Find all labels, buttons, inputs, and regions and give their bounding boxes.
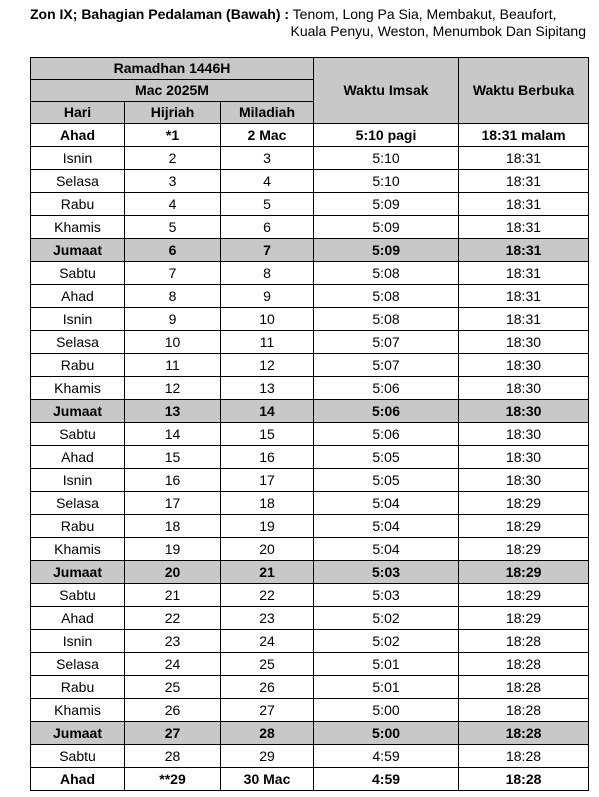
table-row	[31, 308, 589, 331]
cell-berbuka: 18:31 malam	[459, 124, 589, 147]
cell-imsak: 5:04	[314, 492, 459, 515]
cell-imsak: 5:10 pagi	[314, 124, 459, 147]
cell-hijriah: 3	[125, 170, 221, 193]
cell-berbuka: 18:30	[459, 446, 589, 469]
cell-hari: Khamis	[31, 538, 125, 561]
cell-imsak: 5:06	[314, 423, 459, 446]
ramadhan-schedule-table	[30, 57, 589, 791]
cell-hijriah: 27	[125, 722, 221, 745]
cell-hari: Sabtu	[31, 745, 125, 768]
table-row	[31, 170, 589, 193]
zone-header-line1	[30, 6, 590, 23]
cell-miladiah: 16	[221, 446, 314, 469]
cell-imsak: 5:06	[314, 377, 459, 400]
cell-miladiah: 3	[221, 147, 314, 170]
cell-hari: Isnin	[31, 630, 125, 653]
cell-hijriah: 28	[125, 745, 221, 768]
cell-berbuka: 18:31	[459, 239, 589, 262]
cell-hari: Rabu	[31, 193, 125, 216]
cell-berbuka: 18:30	[459, 377, 589, 400]
cell-hari: Jumaat	[31, 561, 125, 584]
table-row	[31, 515, 589, 538]
cell-imsak: 5:04	[314, 538, 459, 561]
cell-berbuka: 18:31	[459, 216, 589, 239]
cell-berbuka: 18:29	[459, 515, 589, 538]
cell-hari: Selasa	[31, 331, 125, 354]
table-row	[31, 653, 589, 676]
cell-hari: Rabu	[31, 515, 125, 538]
cell-berbuka: 18:28	[459, 768, 589, 791]
cell-miladiah: 7	[221, 239, 314, 262]
cell-miladiah: 6	[221, 216, 314, 239]
cell-hijriah: 6	[125, 239, 221, 262]
cell-hijriah: 26	[125, 699, 221, 722]
cell-hijriah: 25	[125, 676, 221, 699]
cell-miladiah: 22	[221, 584, 314, 607]
table-row	[31, 400, 589, 423]
cell-hijriah: 7	[125, 262, 221, 285]
cell-imsak: 5:07	[314, 354, 459, 377]
cell-miladiah: 19	[221, 515, 314, 538]
cell-berbuka: 18:28	[459, 745, 589, 768]
zone-places-line1: Tenom, Long Pa Sia, Membakut, Beaufort,	[289, 6, 557, 22]
cell-imsak: 5:09	[314, 193, 459, 216]
cell-imsak: 5:01	[314, 653, 459, 676]
ramadhan-year-header: Ramadhan 1446H	[31, 58, 314, 80]
cell-miladiah: 21	[221, 561, 314, 584]
cell-imsak: 5:10	[314, 147, 459, 170]
cell-imsak: 5:00	[314, 722, 459, 745]
table-row	[31, 193, 589, 216]
table-row	[31, 239, 589, 262]
cell-hijriah: 10	[125, 331, 221, 354]
cell-hari: Khamis	[31, 216, 125, 239]
month-header: Mac 2025M	[31, 80, 314, 102]
cell-berbuka: 18:28	[459, 653, 589, 676]
table-row	[31, 584, 589, 607]
cell-miladiah: 30 Mac	[221, 768, 314, 791]
table-row	[31, 607, 589, 630]
cell-berbuka: 18:29	[459, 607, 589, 630]
cell-hijriah: 16	[125, 469, 221, 492]
cell-imsak: 5:08	[314, 285, 459, 308]
cell-berbuka: 18:28	[459, 722, 589, 745]
cell-miladiah: 17	[221, 469, 314, 492]
cell-hijriah: 21	[125, 584, 221, 607]
cell-hari: Sabtu	[31, 262, 125, 285]
cell-berbuka: 18:30	[459, 354, 589, 377]
cell-imsak: 5:10	[314, 170, 459, 193]
cell-miladiah: 12	[221, 354, 314, 377]
zone-places-line2: Kuala Penyu, Weston, Menumbok Dan Sipitang	[290, 23, 586, 39]
cell-miladiah: 18	[221, 492, 314, 515]
cell-miladiah: 26	[221, 676, 314, 699]
table-row	[31, 331, 589, 354]
cell-imsak: 4:59	[314, 768, 459, 791]
table-row	[31, 262, 589, 285]
cell-miladiah: 13	[221, 377, 314, 400]
cell-hijriah: 24	[125, 653, 221, 676]
cell-berbuka: 18:29	[459, 538, 589, 561]
zone-header	[30, 6, 590, 40]
cell-hijriah: 11	[125, 354, 221, 377]
berbuka-column-header: Waktu Berbuka	[459, 58, 589, 124]
cell-hijriah: 20	[125, 561, 221, 584]
cell-hari: Sabtu	[31, 423, 125, 446]
cell-hijriah: 9	[125, 308, 221, 331]
cell-imsak: 5:08	[314, 262, 459, 285]
cell-hari: Ahad	[31, 607, 125, 630]
table-row	[31, 768, 589, 791]
cell-hijriah: 8	[125, 285, 221, 308]
cell-hijriah: 14	[125, 423, 221, 446]
cell-hijriah: 2	[125, 147, 221, 170]
cell-hijriah: *1	[125, 124, 221, 147]
table-row	[31, 492, 589, 515]
cell-hijriah: 17	[125, 492, 221, 515]
cell-hijriah: 4	[125, 193, 221, 216]
cell-hari: Isnin	[31, 147, 125, 170]
cell-miladiah: 29	[221, 745, 314, 768]
cell-berbuka: 18:28	[459, 676, 589, 699]
cell-hijriah: **29	[125, 768, 221, 791]
table-row	[31, 561, 589, 584]
cell-hari: Ahad	[31, 285, 125, 308]
cell-hari: Khamis	[31, 699, 125, 722]
cell-hijriah: 19	[125, 538, 221, 561]
cell-berbuka: 18:29	[459, 584, 589, 607]
cell-imsak: 5:05	[314, 469, 459, 492]
cell-hari: Jumaat	[31, 239, 125, 262]
cell-imsak: 5:08	[314, 308, 459, 331]
table-row	[31, 423, 589, 446]
cell-imsak: 5:07	[314, 331, 459, 354]
imsak-column-header: Waktu Imsak	[314, 58, 459, 124]
cell-imsak: 5:09	[314, 216, 459, 239]
cell-miladiah: 28	[221, 722, 314, 745]
cell-hari: Rabu	[31, 354, 125, 377]
cell-hari: Jumaat	[31, 722, 125, 745]
cell-imsak: 5:02	[314, 630, 459, 653]
table-row	[31, 124, 589, 147]
hijriah-column-header: Hijriah	[125, 102, 221, 124]
table-row	[31, 630, 589, 653]
schedule-body	[31, 124, 589, 791]
cell-miladiah: 24	[221, 630, 314, 653]
cell-miladiah: 5	[221, 193, 314, 216]
cell-berbuka: 18:30	[459, 469, 589, 492]
cell-hari: Ahad	[31, 446, 125, 469]
cell-miladiah: 4	[221, 170, 314, 193]
table-row	[31, 745, 589, 768]
cell-berbuka: 18:28	[459, 630, 589, 653]
cell-imsak: 5:01	[314, 676, 459, 699]
table-row	[31, 285, 589, 308]
cell-hijriah: 13	[125, 400, 221, 423]
cell-berbuka: 18:31	[459, 170, 589, 193]
cell-miladiah: 14	[221, 400, 314, 423]
cell-miladiah: 9	[221, 285, 314, 308]
cell-berbuka: 18:30	[459, 423, 589, 446]
cell-berbuka: 18:31	[459, 193, 589, 216]
cell-berbuka: 18:29	[459, 561, 589, 584]
cell-hijriah: 5	[125, 216, 221, 239]
cell-hari: Isnin	[31, 469, 125, 492]
table-row	[31, 446, 589, 469]
cell-hari: Selasa	[31, 492, 125, 515]
cell-berbuka: 18:31	[459, 308, 589, 331]
cell-hari: Selasa	[31, 170, 125, 193]
table-row	[31, 676, 589, 699]
cell-miladiah: 10	[221, 308, 314, 331]
cell-miladiah: 8	[221, 262, 314, 285]
cell-hijriah: 12	[125, 377, 221, 400]
cell-berbuka: 18:28	[459, 699, 589, 722]
cell-imsak: 5:05	[314, 446, 459, 469]
cell-berbuka: 18:29	[459, 492, 589, 515]
cell-imsak: 5:00	[314, 699, 459, 722]
cell-hari: Khamis	[31, 377, 125, 400]
cell-imsak: 5:06	[314, 400, 459, 423]
cell-berbuka: 18:31	[459, 147, 589, 170]
cell-miladiah: 20	[221, 538, 314, 561]
table-row	[31, 699, 589, 722]
cell-berbuka: 18:31	[459, 262, 589, 285]
table-row	[31, 354, 589, 377]
cell-miladiah: 15	[221, 423, 314, 446]
hari-column-header: Hari	[31, 102, 125, 124]
cell-hari: Jumaat	[31, 400, 125, 423]
table-row	[31, 469, 589, 492]
cell-imsak: 5:09	[314, 239, 459, 262]
cell-miladiah: 2 Mac	[221, 124, 314, 147]
cell-imsak: 4:59	[314, 745, 459, 768]
cell-hari: Rabu	[31, 676, 125, 699]
table-row	[31, 216, 589, 239]
zone-label: Zon IX; Bahagian Pedalaman (Bawah) :	[30, 6, 290, 22]
miladiah-column-header: Miladiah	[221, 102, 314, 124]
cell-hari: Ahad	[31, 124, 125, 147]
cell-imsak: 5:02	[314, 607, 459, 630]
cell-hari: Sabtu	[31, 584, 125, 607]
cell-hijriah: 18	[125, 515, 221, 538]
cell-berbuka: 18:30	[459, 400, 589, 423]
cell-imsak: 5:03	[314, 561, 459, 584]
cell-hijriah: 23	[125, 630, 221, 653]
cell-hari: Selasa	[31, 653, 125, 676]
cell-miladiah: 11	[221, 331, 314, 354]
table-row	[31, 722, 589, 745]
table-row	[31, 377, 589, 400]
cell-hijriah: 22	[125, 607, 221, 630]
table-row	[31, 147, 589, 170]
cell-berbuka: 18:30	[459, 331, 589, 354]
table-row	[31, 538, 589, 561]
cell-imsak: 5:03	[314, 584, 459, 607]
cell-miladiah: 27	[221, 699, 314, 722]
cell-berbuka: 18:31	[459, 285, 589, 308]
cell-hijriah: 15	[125, 446, 221, 469]
cell-miladiah: 25	[221, 653, 314, 676]
cell-miladiah: 23	[221, 607, 314, 630]
cell-hari: Isnin	[31, 308, 125, 331]
cell-hari: Ahad	[31, 768, 125, 791]
cell-imsak: 5:04	[314, 515, 459, 538]
